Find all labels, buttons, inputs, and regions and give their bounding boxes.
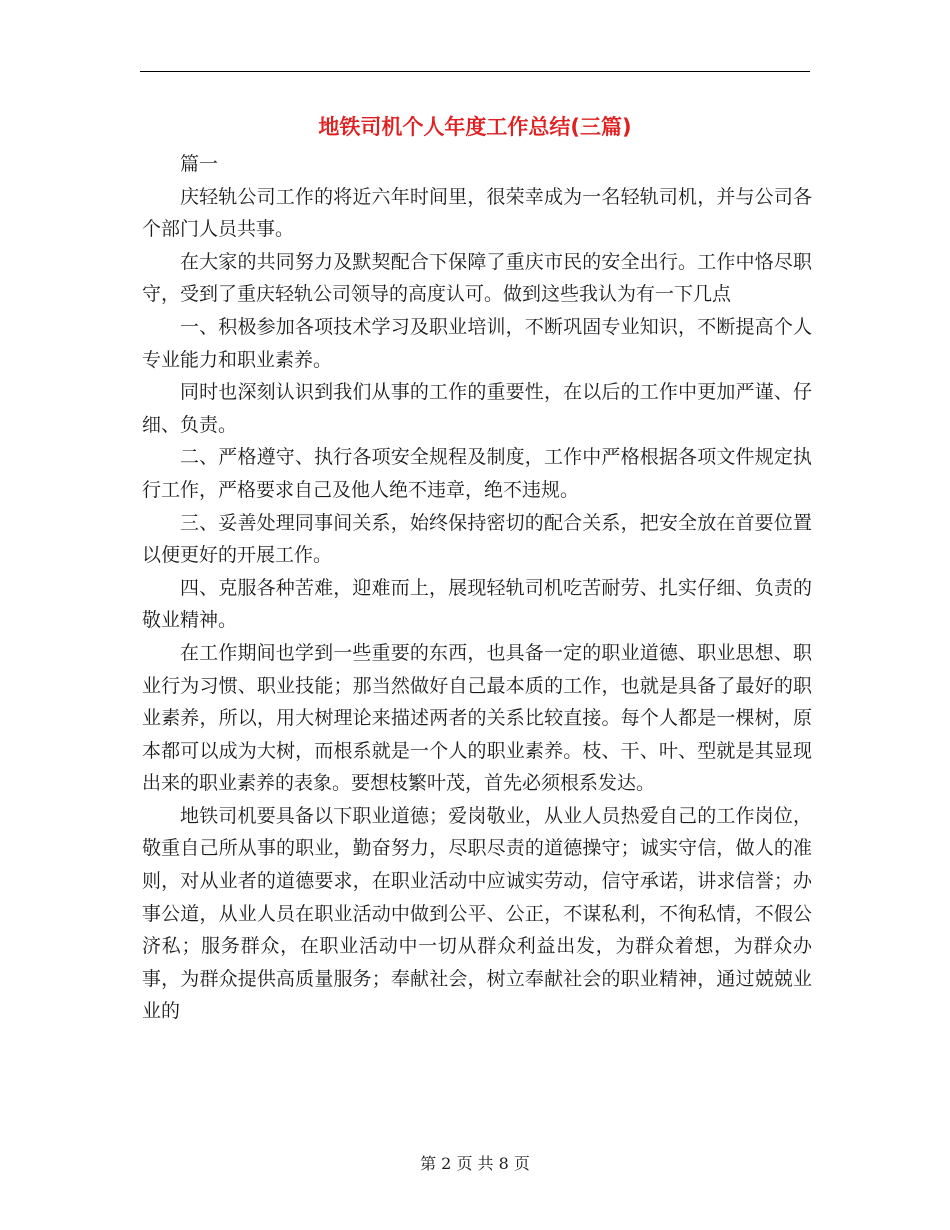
paragraph: 同时也深刻认识到我们从事的工作的重要性，在以后的工作中更加严谨、仔细、负责。 <box>142 381 812 436</box>
header-rule <box>140 71 810 72</box>
paragraph: 庆轻轨公司工作的将近六年时间里，很荣幸成为一名轻轨司机，并与公司各个部门人员共事。 <box>142 185 812 241</box>
paragraph: 地铁司机要具备以下职业道德；爱岗敬业，从业人员热爱自己的工作岗位，敬重自己所从事的职业，勤奋努力，尽职尽责的道德操守；诚实守信，做人的准则，对从业者的道德要求，在职业活动中应诚实劳动，信守承诺，讲求信誉；办事公道，从业人员在职业活动中做到公平、公正，不谋私利，不徇私情，不假公济私；服务群众，在职业活动中一切从群众利益出发，为群众着想，为群众办事，为群众提供高质量服务；奉献社会，树立奉献社会的职业精神，通过兢兢业业的 <box>142 804 812 1023</box>
paragraph: 二、严格遵守、执行各项安全规程及制度，工作中严格根据各项文件规定执行工作，严格要求自己及他人绝不违章，绝不违规。 <box>142 446 812 501</box>
paragraph: 三、妥善处理同事间关系，始终保持密切的配合关系，把安全放在首要位置以便更好的开展工作。 <box>142 511 812 567</box>
document-title: 地铁司机个人年度工作总结(三篇) <box>318 115 632 139</box>
section-heading: 篇一 <box>180 153 219 175</box>
paragraph: 一、积极参加各项技术学习及职业培训，不断巩固专业知识，不断提高个人专业能力和职业素养。 <box>142 315 812 371</box>
paragraph: 在工作期间也学到一些重要的东西，也具备一定的职业道德、职业思想、职业行为习惯、职业技能；那当然做好自己最本质的工作，也就是具备了最好的职业素养，所以，用大树理论来描述两者的关系比较直接。每个人都是一棵树，原本都可以成为大树，而根系就是一个人的职业素养。枝、干、叶、型就是其显现出来的职业素养的表象。要想枝繁叶茂，首先必须根系发达。 <box>142 641 812 795</box>
paragraph: 四、克服各种苦难，迎难而上，展现轻轨司机吃苦耐劳、扎实仔细、负责的敬业精神。 <box>142 576 812 632</box>
paragraph: 在大家的共同努力及默契配合下保障了重庆市民的安全出行。工作中恪尽职守，受到了重庆轻轨公司领导的高度认可。做到这些我认为有一下几点 <box>142 250 812 306</box>
document-body <box>142 148 812 1028</box>
page-number: 第 2 页 共 8 页 <box>420 1154 530 1173</box>
